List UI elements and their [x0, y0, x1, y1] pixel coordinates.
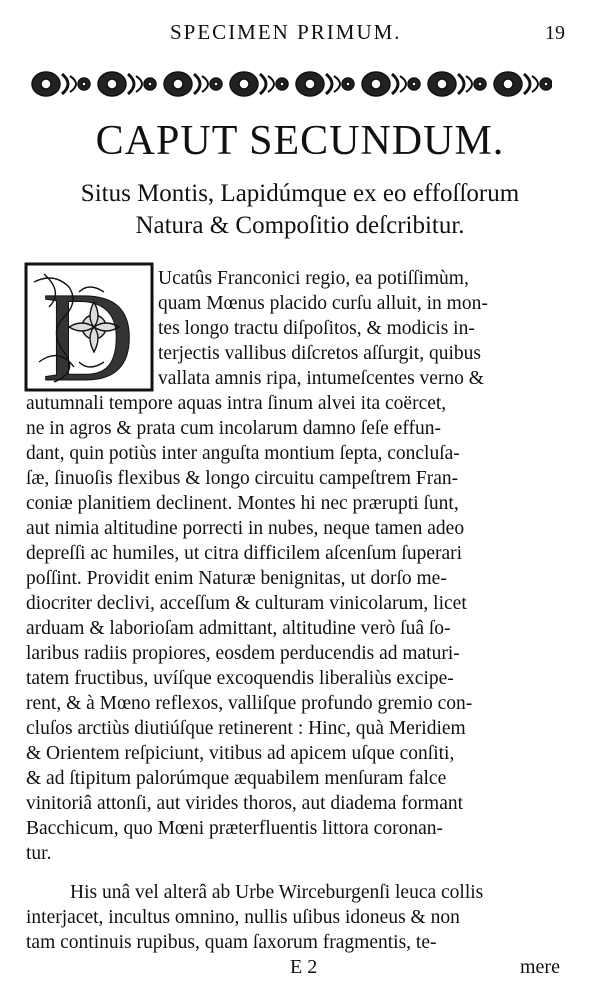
body-line: Ucatûs Franconici regio, ea potiſſimùm,: [158, 268, 469, 289]
body-line: quam Mœnus placido curſu alluit, in mon-: [158, 293, 488, 314]
body-line: vinitoriâ attonſi, aut virides thoros, aut diadema formant: [26, 793, 464, 814]
catchword: mere: [520, 956, 560, 978]
signature-mark: E 2: [290, 956, 318, 978]
running-head: [0, 20, 600, 50]
body-line: tur.: [26, 843, 52, 864]
body-line: His unâ vel alterâ ab Urbe Wirceburgenſi leuca collis: [70, 882, 484, 903]
body-line: depreſſi ac humiles, ut citra difficilem aſcenſum ſuperari: [26, 543, 463, 564]
body-line: cluſos arctiùs diutiúſque retinerent : Hinc, quà Meridiem: [26, 718, 466, 739]
body-line: ſæ, ſinuoſis flexibus & longo circuitu campeſtrem Fran-: [26, 468, 459, 489]
body-line: diocriter declivi, acceſſum & culturam vinicolarum, licet: [26, 593, 467, 614]
body-line: rent, & à Mœno reflexos, valliſque profundo gremio con-: [26, 693, 473, 714]
body-line: autumnali tempore aquas intra ſinum alvei ita coërcet,: [26, 393, 447, 414]
body-line: & Orientem reſpiciunt, vitibus ad apicem uſque conſiti,: [26, 743, 455, 764]
decorated-initial-D-icon: [24, 262, 154, 392]
running-title: SPECIMEN PRIMUM.: [170, 20, 402, 44]
chapter-subtitle-line-2: Natura & Compoſitio deſcribitur.: [135, 212, 465, 239]
body-line: laribus radiis propiores, eosdem perducendis ad maturi-: [26, 643, 460, 664]
body-line: aut nimia altitudine porrecti in nubes, neque tamen adeo: [26, 518, 465, 539]
page-number: 19: [545, 22, 565, 44]
body-line: terjectis vallibus diſcretos aſſurgit, quibus: [158, 343, 481, 364]
body-line: interjacet, incultus omnino, nullis uſibus idoneus & non: [26, 907, 460, 928]
initial-letter: D: [42, 266, 135, 392]
body-line: & ad ſtipitum palorúmque æquabilem menſuram falce: [26, 768, 447, 789]
body-line: coniæ planitiem declinent. Montes hi nec prærupti ſunt,: [26, 493, 459, 514]
body-line: dant, quin potiùs inter anguſta montium ſepta, concluſa-: [26, 443, 460, 464]
body-line: vallata amnis ripa, intumeſcentes verno &: [158, 368, 484, 389]
body-line: arduam & laborioſam admittant, altitudine verò ſuâ ſo-: [26, 618, 451, 639]
body-line: tam continuis rupibus, quam ſaxorum fragmentis, te-: [26, 932, 437, 953]
body-line: tatem fructibus, uvíſque excoquendis liberaliùs excipe-: [26, 668, 454, 689]
chapter-title: CAPUT SECUNDUM.: [95, 118, 505, 164]
body-line: Bacchicum, quo Mœni præterfluentis littora coronan-: [26, 818, 443, 839]
chapter-subtitle-line-1: Situs Montis, Lapidúmque ex eo effoſſorum: [80, 180, 520, 207]
body-line: poſſint. Providit enim Naturæ benignitas, ut dorſo me-: [26, 568, 447, 589]
floral-ornament-band-icon: [28, 66, 552, 102]
body-line: tes longo tractu diſpoſitos, & modicis in-: [158, 318, 475, 339]
body-line: ne in agros & prata cum incolarum damno ſeſe effun-: [26, 418, 441, 439]
